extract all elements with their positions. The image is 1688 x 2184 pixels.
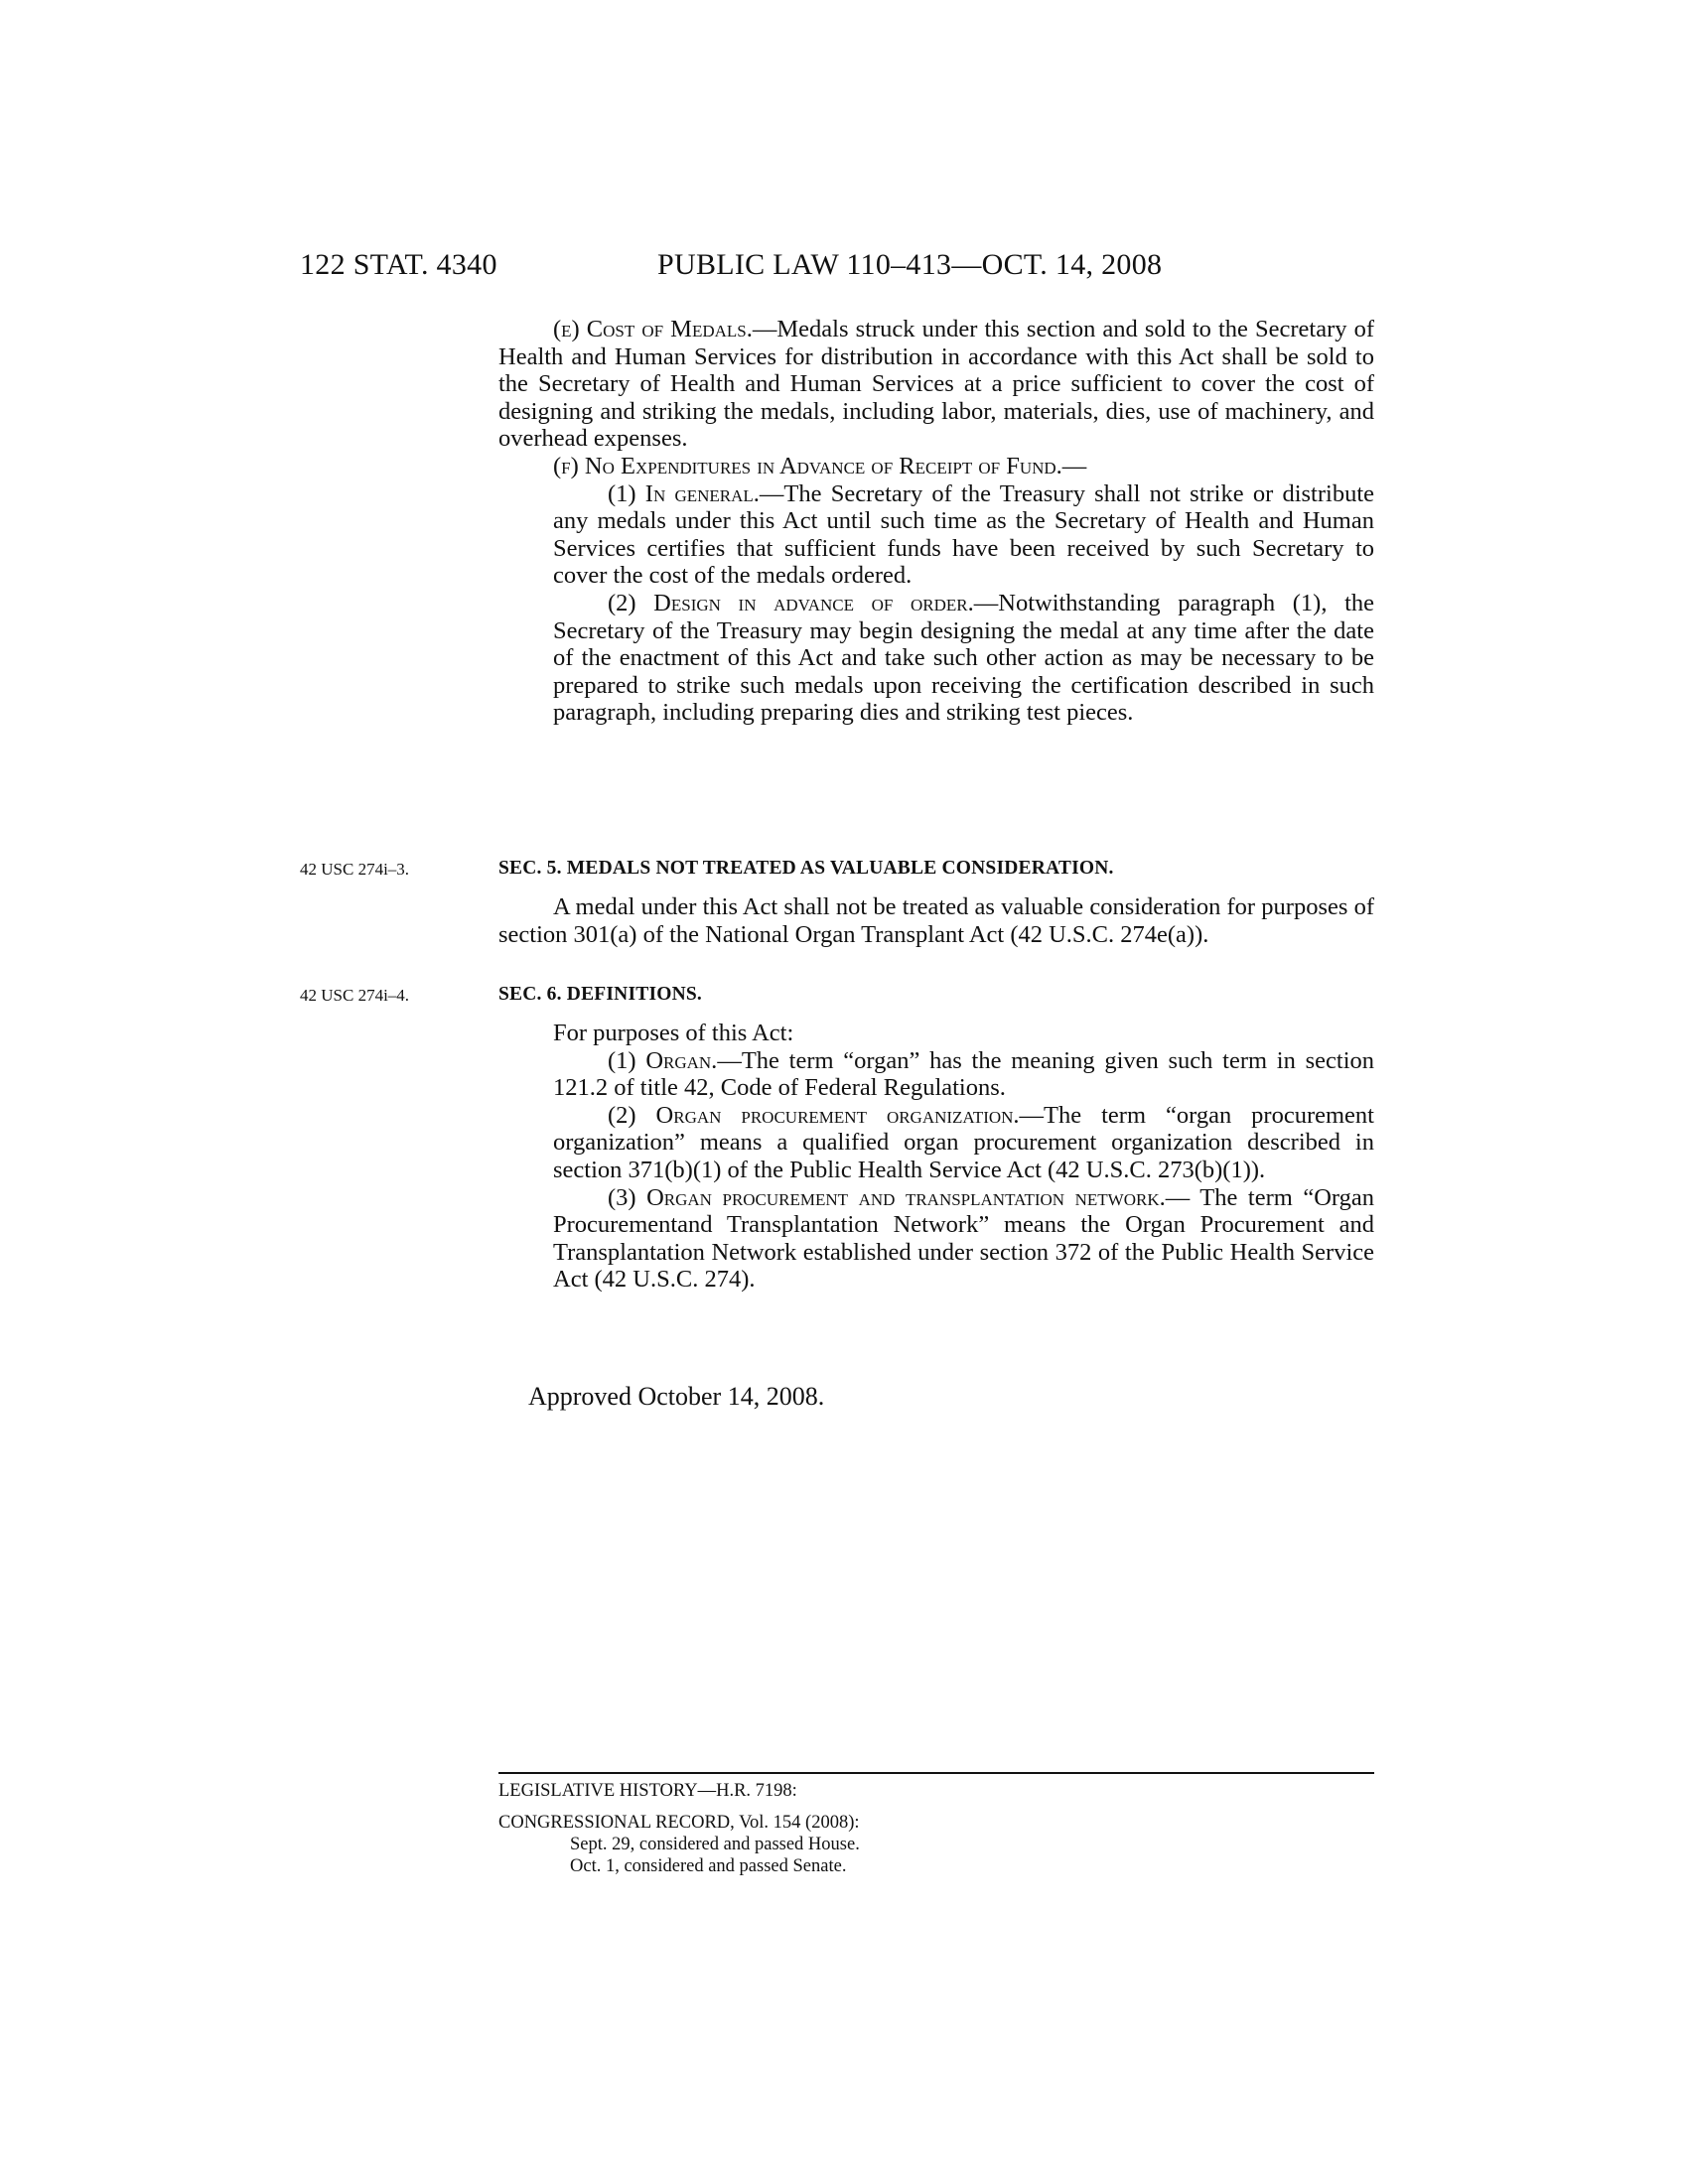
- paragraph-e-heading: (e) Cost of Medals.: [553, 316, 753, 342]
- history-entry-house: Sept. 29, considered and passed House.: [570, 1835, 860, 1854]
- paragraph-f1-text: —The Secretary of the Treasury shall not strike or distribute any medals under this Act until such time as the Secretary of Health and Human Services certifies that sufficient funds have been received by such Secretary to cover the cost of the medals ordered.: [553, 479, 1374, 590]
- section-5-heading: SEC. 5. MEDALS NOT TREATED AS VALUABLE CONSIDERATION.: [498, 858, 1114, 879]
- paragraph-e: [498, 316, 1374, 453]
- paragraph-f1: [498, 480, 1374, 590]
- section-6-heading: SEC. 6. DEFINITIONS.: [498, 984, 703, 1005]
- paragraph-f2: [498, 590, 1374, 727]
- paragraph-f-heading: (f) No Expenditures in Advance of Receipt of Fund.: [553, 452, 1062, 479]
- section-4-continued: [498, 316, 1374, 727]
- legislative-history: [498, 1772, 1374, 1877]
- definition-organ-text: —The term “organ” has the meaning given such term in section 121.2 of title 42, Code of Federal Regulations.: [553, 1046, 1375, 1102]
- definition-organ: [498, 1047, 1374, 1102]
- congressional-record: CONGRESSIONAL RECORD, Vol. 154 (2008):: [498, 1813, 860, 1833]
- section-6-margin-note: 42 USC 274i–4.: [300, 986, 410, 1005]
- section-6-intro: For purposes of this Act:: [553, 1020, 794, 1046]
- paragraph-f2-text: —Notwithstanding paragraph (1), the Secretary of the Treasury may begin designing the medal at any time after the date of the enactment of this Act and take such other action as may be necessary to be prepared to strike such medals upon receiving the certification described in such paragraph, including preparing dies and striking test pieces.: [553, 589, 1375, 727]
- definition-optn-heading: (3) Organ procurement and transplantation network.: [608, 1183, 1166, 1211]
- definition-opo-text: —The term “organ procurement organization” means a qualified organ procurement organization described in section 371(b)(1) of the Public Health Service Act (42 U.S.C. 273(b)(1)).: [553, 1101, 1374, 1183]
- paragraph-e-text: —Medals struck under this section and sold to the Secretary of Health and Human Services for distribution in accordance with this Act shall be sold to the Secretary of Health and Human Services at a price sufficient to cover the cost of designing and striking the medals, including labor, materials, dies, use of machinery, and overhead expenses.: [498, 316, 1375, 453]
- definition-organ-heading: (1) Organ.: [608, 1046, 718, 1074]
- definition-optn-text: — The term “Organ Procurementand Transplantation Network” means the Organ Procurement and Transplantation Network established under section 372 of the Public Health Service Act (42 U.S.C. 274).: [553, 1183, 1375, 1294]
- paragraph-f1-heading: (1) In general.: [608, 479, 760, 507]
- legislative-history-title: LEGISLATIVE HISTORY—H.R. 7198:: [498, 1781, 797, 1801]
- section-6-body: [498, 1020, 1374, 1294]
- paragraph-f-dash: —: [1061, 452, 1087, 479]
- statute-page-reference: 122 STAT. 4340: [300, 248, 497, 281]
- section-5-text: A medal under this Act shall not be treated as valuable consideration for purposes of section 301(a) of the National Organ Transplant Act (42 U.S.C. 274e(a)).: [498, 893, 1374, 948]
- definition-opo-heading: (2) Organ procurement organization.: [608, 1101, 1020, 1129]
- approval-line: Approved October 14, 2008.: [528, 1382, 825, 1411]
- section-5-margin-note: 42 USC 274i–3.: [300, 860, 410, 879]
- history-entry-senate: Oct. 1, considered and passed Senate.: [570, 1856, 847, 1876]
- public-law-title: PUBLIC LAW 110–413—OCT. 14, 2008: [657, 248, 1163, 281]
- paragraph-f2-heading: (2) Design in advance of order.: [608, 589, 974, 616]
- definition-optn: [498, 1184, 1374, 1294]
- paragraph-f: [498, 453, 1374, 480]
- section-5-body: [498, 893, 1374, 948]
- definition-opo: [498, 1102, 1374, 1184]
